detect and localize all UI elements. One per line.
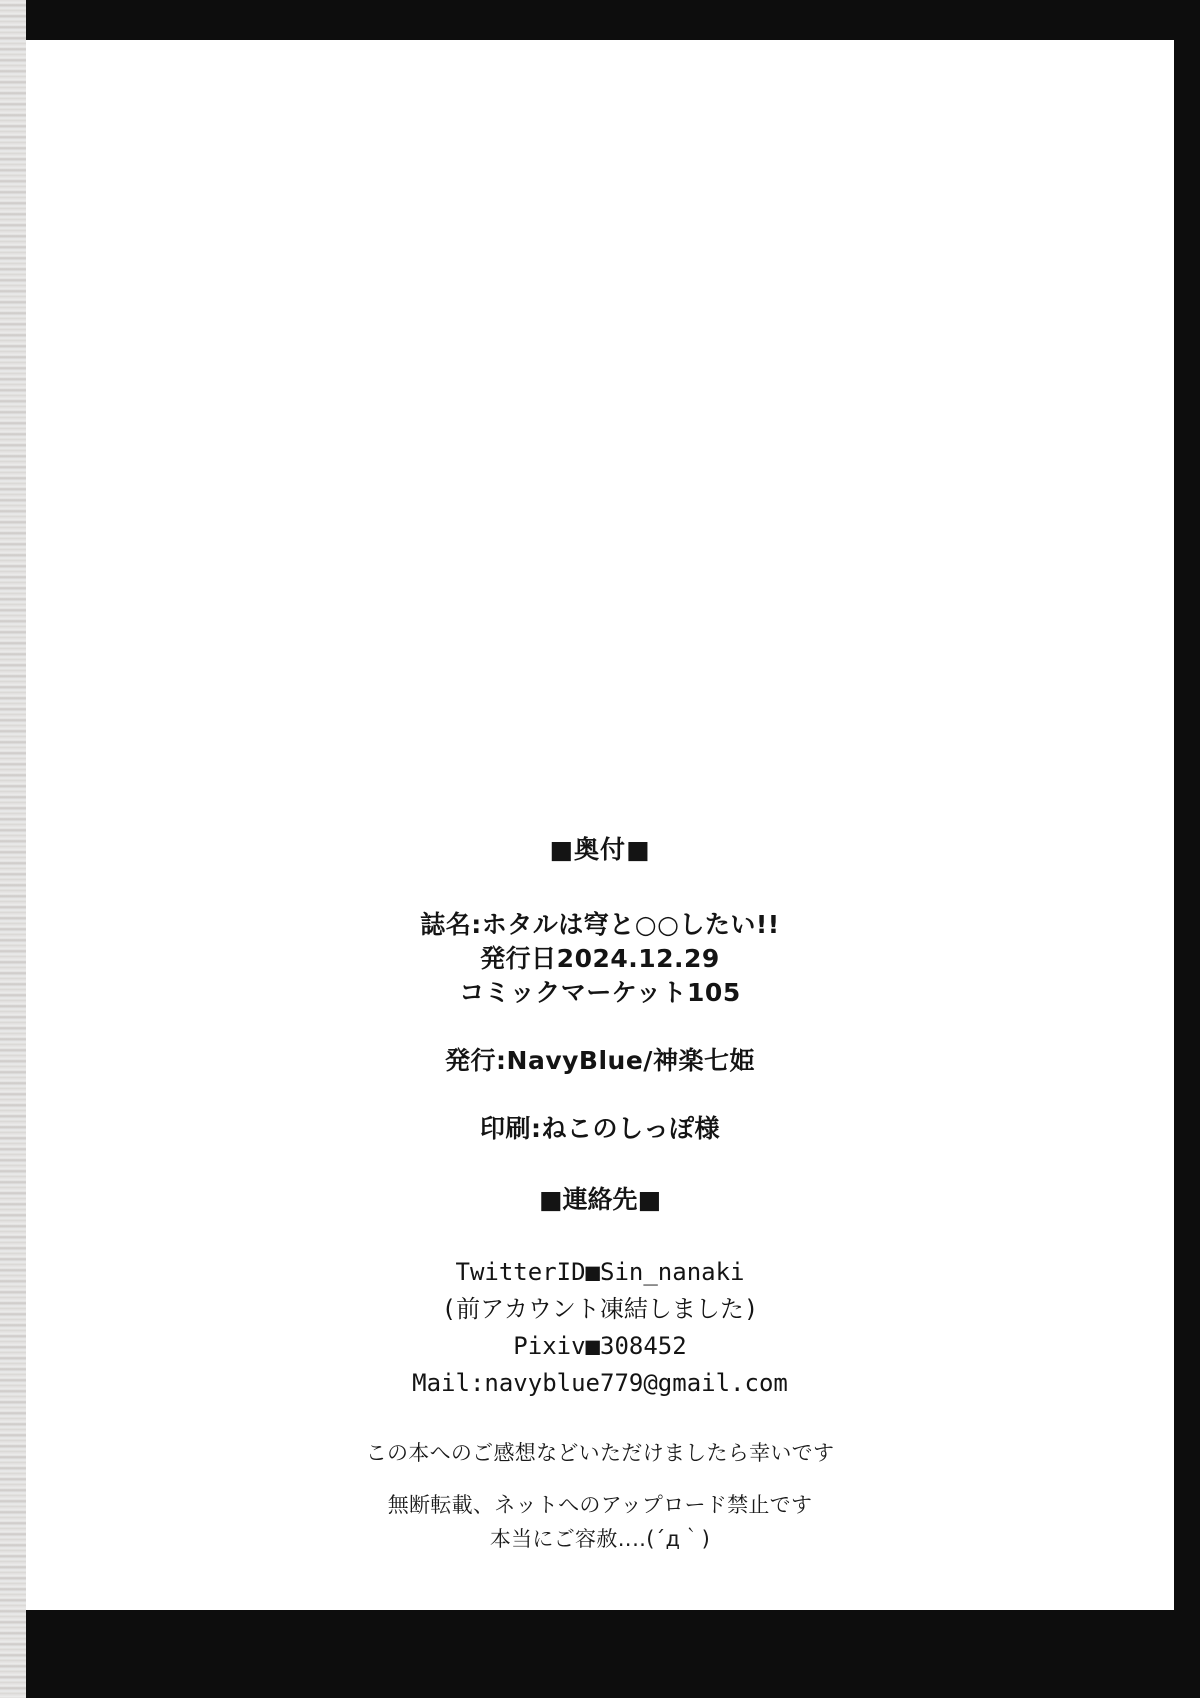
warning-note: 無断転載、ネットへのアップロード禁止です [387, 1493, 813, 1517]
colophon-section [26, 830, 1174, 1556]
publisher-block [26, 1044, 1174, 1078]
contact-heading: ■連絡先■ [538, 1185, 662, 1214]
page-paper [26, 40, 1174, 1610]
publication-info-block [26, 908, 1174, 1010]
colophon-heading: ■奥付■ [549, 835, 651, 864]
notes-block [26, 1436, 1174, 1556]
pixiv-id-line: Pixiv■308452 [513, 1332, 687, 1360]
printer-block [26, 1112, 1174, 1146]
publish-date-line: 発行日2024.12.29 [480, 944, 720, 973]
publisher-line: 発行:NavyBlue/神楽七姫 [445, 1046, 755, 1075]
event-line: コミックマーケット105 [459, 978, 741, 1007]
printer-line: 印刷:ねこのしっぽ様 [480, 1114, 720, 1143]
twitter-id-line: TwitterID■Sin_nanaki [455, 1258, 745, 1286]
note-separator [26, 1470, 1174, 1488]
feedback-note: この本へのご感想などいただけましたら幸いです [365, 1441, 835, 1465]
mail-line: Mail:navyblue779@gmail.com [412, 1369, 788, 1397]
twitter-note-line: (前アカウント凍結しました) [441, 1295, 759, 1323]
contact-block [26, 1254, 1174, 1402]
title-line: 誌名:ホタルは穹と○○したい!! [420, 910, 780, 939]
plea-note: 本当にご容赦‥‥(´д｀) [489, 1527, 711, 1551]
binding-gutter [0, 0, 26, 1698]
